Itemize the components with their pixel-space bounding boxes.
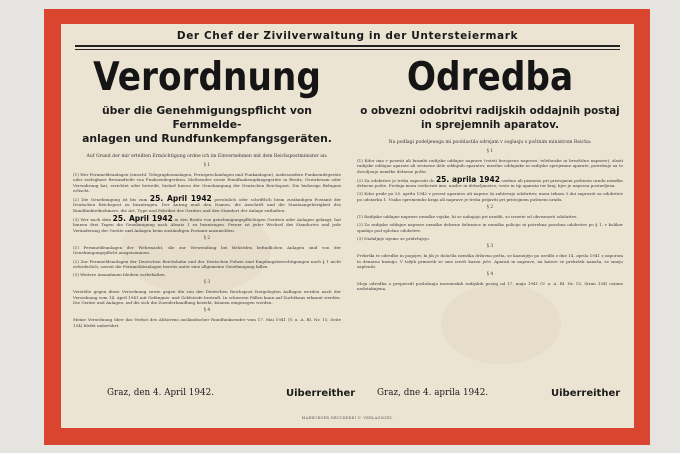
section-paragraph: (1) Wer Fernmeldeanlagen (einschl. Telegraphenanlagen, Fernsprechanlagen und Funkanlagen), insbesondere Funksendegeräte oder zerlegbare Bestandteile von Funksendegeräten, Meßsender sowie Rundfunkempfangsgeräte in Besitz, Gewahrsam oder Verwahrung hat, errichtet oder betreibt, bedarf hierzu der Genehmigung der Deutschen Reichspost. Die bisherige Befugnis erlischt.: [73, 172, 341, 193]
slovene-subtitle-line1: o obvezni odobritvi radijskih oddajnih postaj: [360, 105, 620, 117]
section-paragraph: Prekrški te odredbe in pogojev, ki jih je določila nemška državna pošta, se kaznujejo po uredbi z dne 14. aprila 1941 z zaporom in denarno kaznijo. V težjih primerih se sme izreči kazen ječe. Aparati in naprave, na katere se prekršek nanaša, se smejo zapleniti.: [357, 253, 623, 269]
german-subtitle-line1: über die Genehmigungspflicht von Fernmelde-: [101, 104, 312, 131]
section-number: § 2: [203, 235, 211, 241]
slovene-subtitle-line2: in sprejemnih aparatov.: [420, 119, 560, 131]
poster-header: Der Chef der Zivilverwaltung in der Untersteiermark: [176, 30, 519, 42]
section-number: § 2: [486, 205, 494, 211]
slovene-subtitle: [357, 104, 623, 132]
german-column: [73, 55, 341, 328]
slovene-column: [357, 55, 623, 292]
german-place-date: Graz, den 4. April 1942.: [107, 388, 214, 398]
header-rule-thin: [75, 49, 620, 50]
section-paragraph: (3) Wer nach dem 25. April 1942 in den Besitz von genehmigungspflichtigen Geräten oder Anlagen gelangt, hat binnen drei Tagen die Genehmigung nach Absatz 1 zu beantragen. Ferner ist jeder Wechsel des Standortes und jede Veränderung der Geräte und Anlagen beim zuständigen Postamt anzumelden.: [73, 214, 341, 233]
deadline-date: 25. April 1942: [112, 214, 173, 224]
section-paragraph: Verstöße gegen diese Verordnung sowie gegen die von der Deutschen Reichspost festgelegten Auflagen werden nach der Verordnung vom 14. April 1941 mit Gefängnis- und Geldstrafe bestraft. In schweren Fällen kann auf Zuchthaus erkannt werden. Die Geräte und Anlagen, auf die sich die Zuwiderhandlung bezieht, können eingezogen werden.: [73, 289, 341, 306]
section-paragraph: (1) Kdor ima v posesti ali hrambi radijske oddajne naprave (vsteti brzojavne naprave, telefonske in brezžične naprave), zlasti radijske oddajne aparate ali sestavne dele oddajnih aparatov, merilne oddajnike in radijske sprejemne aparate, potrebuje za to dovoljenje nemške državne pošte.: [357, 158, 623, 174]
deadline-date: 25. April 1942: [149, 194, 212, 204]
german-intro: Auf Grund der mir erteilten Ermächtigung ordne ich im Einvernehmen mit dem Reichspostminister an:: [86, 154, 328, 159]
deadline-date: 25. aprila 1942: [435, 174, 500, 184]
section-paragraph: (2) Za radijske oddajne naprave nemške državne železnice in nemške policije ni potrebna posebna odobritev po § 1, v kolikor spadajo pod splošno odobritev.: [357, 222, 623, 233]
german-subtitle-line2: anlagen und Rundfunkempfangsgeräten.: [82, 132, 332, 145]
section-number: § 1: [203, 163, 211, 168]
section-paragraph: (3) Kdor pride po 25. aprilu 1942 v posest aparatov ali naprav, ki zahtevajo odobritev, mora tekom 3 dni zaprositi za odobritev po odstavku 1. Vsako spremembo kraja ali naprave je treba prijaviti pri pristojnem poštnem uradu.: [357, 191, 623, 202]
section-paragraph: (2) Za odobritev je treba zaprositi do 25. aprila 1942 osebno ali pismeno pri pristojnem poštnem uradu nemške državne pošte. Prošnja mora vsebovati ime, naslov in državljanstvo, vrsto in tip aparata ter kraj, kjer je naprava postavljena.: [357, 174, 623, 189]
section-number: § 4: [486, 272, 494, 278]
header-rule: [75, 45, 620, 47]
section-paragraph: Meine Verordnung über das Verbot des Abhörens ausländischer Rundfunksender vom 17. Mai 1941 (V. u. A. Bl. Nr. 15, Seite 154) bleibt unberührt.: [73, 317, 341, 328]
section-paragraph: (3) Weitere Ausnahmen bleiben vorbehalten.: [73, 272, 166, 278]
section-paragraph: (1) Radijske oddajne naprave nemške vojske, ki se nahajajo pri uradih, so izvzete od obveznosti odobritve.: [357, 214, 578, 220]
section-paragraph: Moja odredba o prepovedi poslušanja inozemskih radijskih postaj od 17. maja 1941 (V. u. A. Bl. Nr. 15, Stran 154) ostane nedotaknjena.: [357, 281, 623, 292]
slovene-body: [357, 149, 623, 292]
slovene-intro: Na podlagi podeljenega mi pooblastila odrejam v soglasju s poštnim ministrom Reicha:: [388, 140, 592, 145]
section-paragraph: (3) Nadaljnje izjeme se pridržujejo.: [357, 235, 430, 241]
german-body: [73, 163, 341, 328]
section-number: § 4: [203, 308, 211, 314]
paper-stain: [441, 284, 561, 364]
printer-imprint: MARBURGER DRUCKEREI U. VERLAGSGES.: [301, 416, 394, 420]
poster-paper: [61, 24, 634, 428]
german-subtitle: [73, 104, 341, 146]
german-signature: Uiberreither: [286, 388, 356, 399]
slovene-place-date: Graz, dne 4. aprila 1942.: [377, 388, 489, 398]
section-paragraph: (2) Zur Fernmeldeanlagen der Deutschen Reichsbahn und der Deutschen Polizei sind Empfangsberechtigungen nach § 1 nicht erforderlich, soweit die Fernmeldeanlagen bereits unter eine allgemeine Genehmigung fallen.: [73, 258, 341, 269]
slovene-title: Odredba: [406, 55, 574, 100]
slovene-signature: Uiberreither: [551, 388, 621, 399]
section-number: § 1: [486, 149, 494, 154]
section-number: § 3: [486, 244, 494, 250]
section-number: § 3: [203, 280, 211, 286]
german-title: Verordnung: [93, 55, 321, 100]
poster-border: [44, 9, 650, 445]
section-paragraph: (1) Fernmeldeanlagen der Wehrmacht, die zur Verwendung bei Behörden befindlichen Anlagen sind von der Genehmigungspflicht ausgenommen.: [73, 244, 341, 256]
section-paragraph: (2) Die Genehmigung ist bis zum 25. April 1942 persönlich oder schriftlich beim zuständigen Postamt der Deutschen Reichspost zu beantragen. Der Antrag muß den Namen, die Anschrift und die Staatsangehörigkeit des Rundfunkteilnehmers, die Art, Type und Fabrikat des Gerätes und den Standort der Anlage enthalten.: [73, 194, 341, 213]
